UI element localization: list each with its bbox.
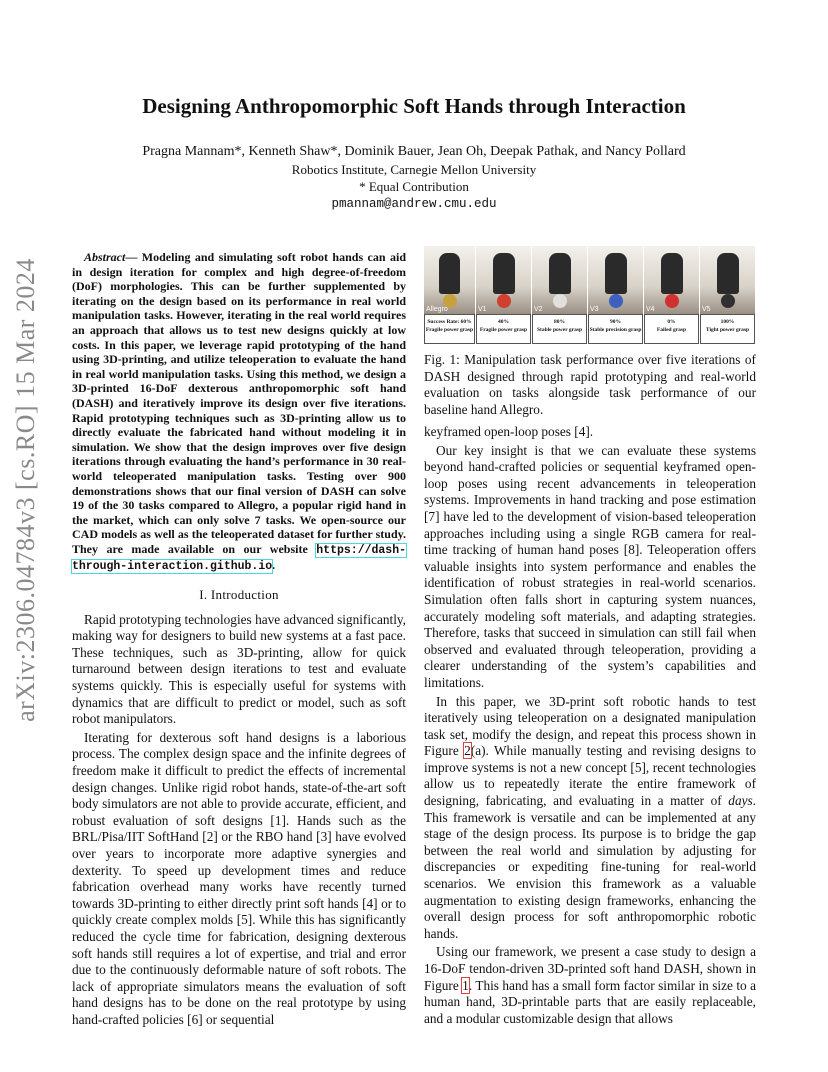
panel-result xyxy=(588,314,643,344)
grasp-description: Tight power grasp xyxy=(705,327,750,333)
panel-result xyxy=(476,314,531,344)
p4-text-c: . This framework is versatile and can be implemented at any stage of the design process. Its purpose is to bridge the gap between the real world and simulation by adjusting for discrepancies or expediting fine-tuning for real-world scenarios. We envision this framework as a valuable augmentation to existing design frameworks, enhancing the overall design process for soft anthropomorphic robotic hands. xyxy=(424,793,756,941)
abstract xyxy=(72,250,406,575)
paragraph-framework xyxy=(424,694,756,943)
p5-text-b: . This hand has a small form factor similar in size to a human hand, 3D-printable parts that are easily replaceable, and a modular customizable design that allows xyxy=(424,977,757,1026)
robot-hand-icon xyxy=(661,253,683,294)
intro-paragraph-2: Iterating for dexterous soft hand designs is a laborious process. The complex design space and the infinite degrees of freedom make it difficult to predict the effects of incremental design changes. Unlike rigid robot hands, state-of-the-art soft body simulators are not able to provide accurate, efficient, and robust evaluation of soft designs [1]. Hands such as the BRL/Pisa/IIT SoftHand [2] or the RBO hand [3] have evolved over years to incorporate more adaptive synergies and dexterity. To speed up development times and reduce fabrication overhead many works have recently turned towards 3D-printing to either directly print soft hands [4] or to quickly create complex molds [5]. While this has significantly reduced the cycle time for fabrication, designing dexterous soft hands still requires a lot of expertise, and trial and error due to the continuously deformable nature of soft robots. The lack of appropriate simulators means the evaluation of soft hand designs has to be done on the real prototype by using hand-crafted policies [6] or sequential xyxy=(72,729,406,1027)
right-column xyxy=(424,424,756,1029)
panel-label: Allegro xyxy=(426,306,448,313)
contact-email[interactable]: pmannam@andrew.cmu.edu xyxy=(331,197,497,211)
grasped-object-icon xyxy=(721,294,735,308)
grasped-object-icon xyxy=(609,294,623,308)
p4-text-a: In this paper, we 3D-print soft robotic hands to test iteratively using teleoperation on a designated manipulation task set, modify the design, and repeat this process shown in Figure xyxy=(424,693,756,759)
figure-photo-v5 xyxy=(700,246,755,314)
figure-1-caption: Fig. 1: Manipulation task performance over five iterations of DASH designed through rapid prototyping and real-world evaluation on tasks alongside task performance of our baseline hand Allegro. xyxy=(424,352,756,417)
affiliation: Robotics Institute, Carnegie Mellon University xyxy=(291,162,537,177)
robot-hand-icon xyxy=(717,253,739,294)
grasp-description: Fragile power grasp xyxy=(479,327,528,333)
paper-title: Designing Anthropomorphic Soft Hands through Interaction xyxy=(142,94,686,118)
success-rate: 40% xyxy=(498,319,509,325)
success-rate: Success Rate: 60% xyxy=(427,319,472,325)
robot-hand-icon xyxy=(439,253,459,294)
figure-photo-v4 xyxy=(644,246,699,314)
figure-1 xyxy=(424,246,756,346)
panel-result xyxy=(532,314,587,344)
p5-text-a: Using our framework, we present a case study to design a 16-DoF tendon-driven 3D-printed soft hand DASH, shown in Figure xyxy=(424,944,756,993)
grasped-object-icon xyxy=(665,294,679,308)
abstract-end: . xyxy=(272,558,276,573)
p4-text-b: (a). While manually testing and revising designs to improve systems is not a new concept [5], recent technologies allow us to repeatedly iterate the entire framework of designing, fabricating, and evaluating in a matter of xyxy=(424,743,756,809)
robot-hand-icon xyxy=(605,253,627,294)
section-heading-introduction: I. Introduction xyxy=(199,587,279,603)
success-rate: 100% xyxy=(720,319,735,325)
grasp-description: Stable precision grasp xyxy=(589,327,642,333)
figure-photo-v2 xyxy=(532,246,587,314)
panel-result xyxy=(644,314,699,344)
paragraph-key-insight: Our key insight is that we can evaluate these systems beyond hand-crafted policies or sequential keyframed open-loop poses using recent advancements in teleoperation systems. Improvements in hand tracking and pose estimation [7] have led to the development of vision-based teleoperation approaches including using a single RGB camera for real-time tracking of human hand poses [8]. Teleoperation offers valuable insights into system performance and enables the identification of robust strategies in real-world scenarios. Simulation often falls short in capturing system nuances, accurately modeling soft materials, and adapting strategies. Therefore, tasks that succeed in simulation can still fail when observed and evaluated through teleoperation, providing a clearer understanding of the system’s capabilities and limitations. xyxy=(424,442,756,690)
figure-photo-allegro xyxy=(424,246,475,314)
right-continuation: keyframed open-loop poses [4]. xyxy=(424,424,594,439)
panel-label: V2 xyxy=(534,306,543,313)
figure-2-ref-link[interactable]: 2 xyxy=(464,743,471,759)
success-rate: 80% xyxy=(554,319,565,325)
project-url-link[interactable]: https://dash-through-interaction.github.io xyxy=(72,543,406,574)
panel-result xyxy=(700,314,755,344)
abstract-text: — Modeling and simulating soft robot hands can aid in design iteration for complex and high degree-of-freedom (DoF) morphologies. This can be further supplemented by iterating on the design based on its performance in real world manipulation tasks. However, iterating in the real world requires an approach that allows us to test new designs quickly at low costs. In this paper, we leverage rapid prototyping of the hand using 3D-printing, and utilize teleoperation to evaluate the hand in real world manipulation tasks. Using this method, we design a 3D-printed 16-DoF dexterous anthropomorphic soft hand (DASH) and iteratively improve its design over five iterations. Rapid prototyping techniques such as 3D-printing allow us to directly evaluate the fabricated hand without modeling it in simulation. We show that the design improves over five design iterations through evaluating the hand’s performance in 30 real-world teleoperated manipulation tasks. Testing over 900 demonstrations shows that our final version of DASH can solve 19 of the 30 tasks compared to Allegro, a popular rigid hand in the market, which can only solve 7 tasks. We open-source our CAD models as well as the teleoperated dataset for further study. They are made available on our website xyxy=(72,250,406,556)
figure-photo-v1 xyxy=(476,246,531,314)
grasped-object-icon xyxy=(553,294,567,308)
success-rate: 90% xyxy=(610,319,621,325)
figure-photo-v3 xyxy=(588,246,643,314)
arxiv-sidebar xyxy=(6,258,46,722)
panel-label: V4 xyxy=(646,306,655,313)
intro-paragraph-1: Rapid prototyping technologies have advanced significantly, making way for designers to build new systems at a fast pace. These techniques, such as 3D-printing, allow for quick turnaround between design iterations to test and evaluate systems quickly. This is especially useful for systems with dynamics that are difficult to predict or model, such as soft robot manipulators. xyxy=(72,611,406,727)
grasped-object-icon xyxy=(497,294,511,308)
robot-hand-icon xyxy=(493,253,515,294)
grasp-description: Stable power grasp xyxy=(536,327,583,333)
grasp-description: Fragile power grasp xyxy=(425,327,474,333)
grasp-description: Failed grasp xyxy=(656,327,687,333)
robot-hand-icon xyxy=(549,253,571,294)
panel-label: V1 xyxy=(478,306,487,313)
left-column xyxy=(72,250,406,1031)
figure-1-ref-link[interactable]: 1 xyxy=(462,977,469,993)
equal-contribution-note: * Equal Contribution xyxy=(359,179,469,194)
abstract-lead: Abstract xyxy=(84,250,126,264)
panel-label: V5 xyxy=(702,306,711,313)
success-rate: 0% xyxy=(667,319,676,325)
panel-label: V3 xyxy=(590,306,599,313)
panel-result xyxy=(424,314,475,344)
arxiv-id: arXiv:2306.04784v3 [cs.RO] 15 Mar 2024 xyxy=(11,258,40,722)
p4-emphasis: days xyxy=(728,793,753,809)
paragraph-case-study xyxy=(424,944,756,1027)
author-list: Pragna Mannam*, Kenneth Shaw*, Dominik Bauer, Jean Oh, Deepak Pathak, and Nancy Pollard xyxy=(142,144,686,159)
